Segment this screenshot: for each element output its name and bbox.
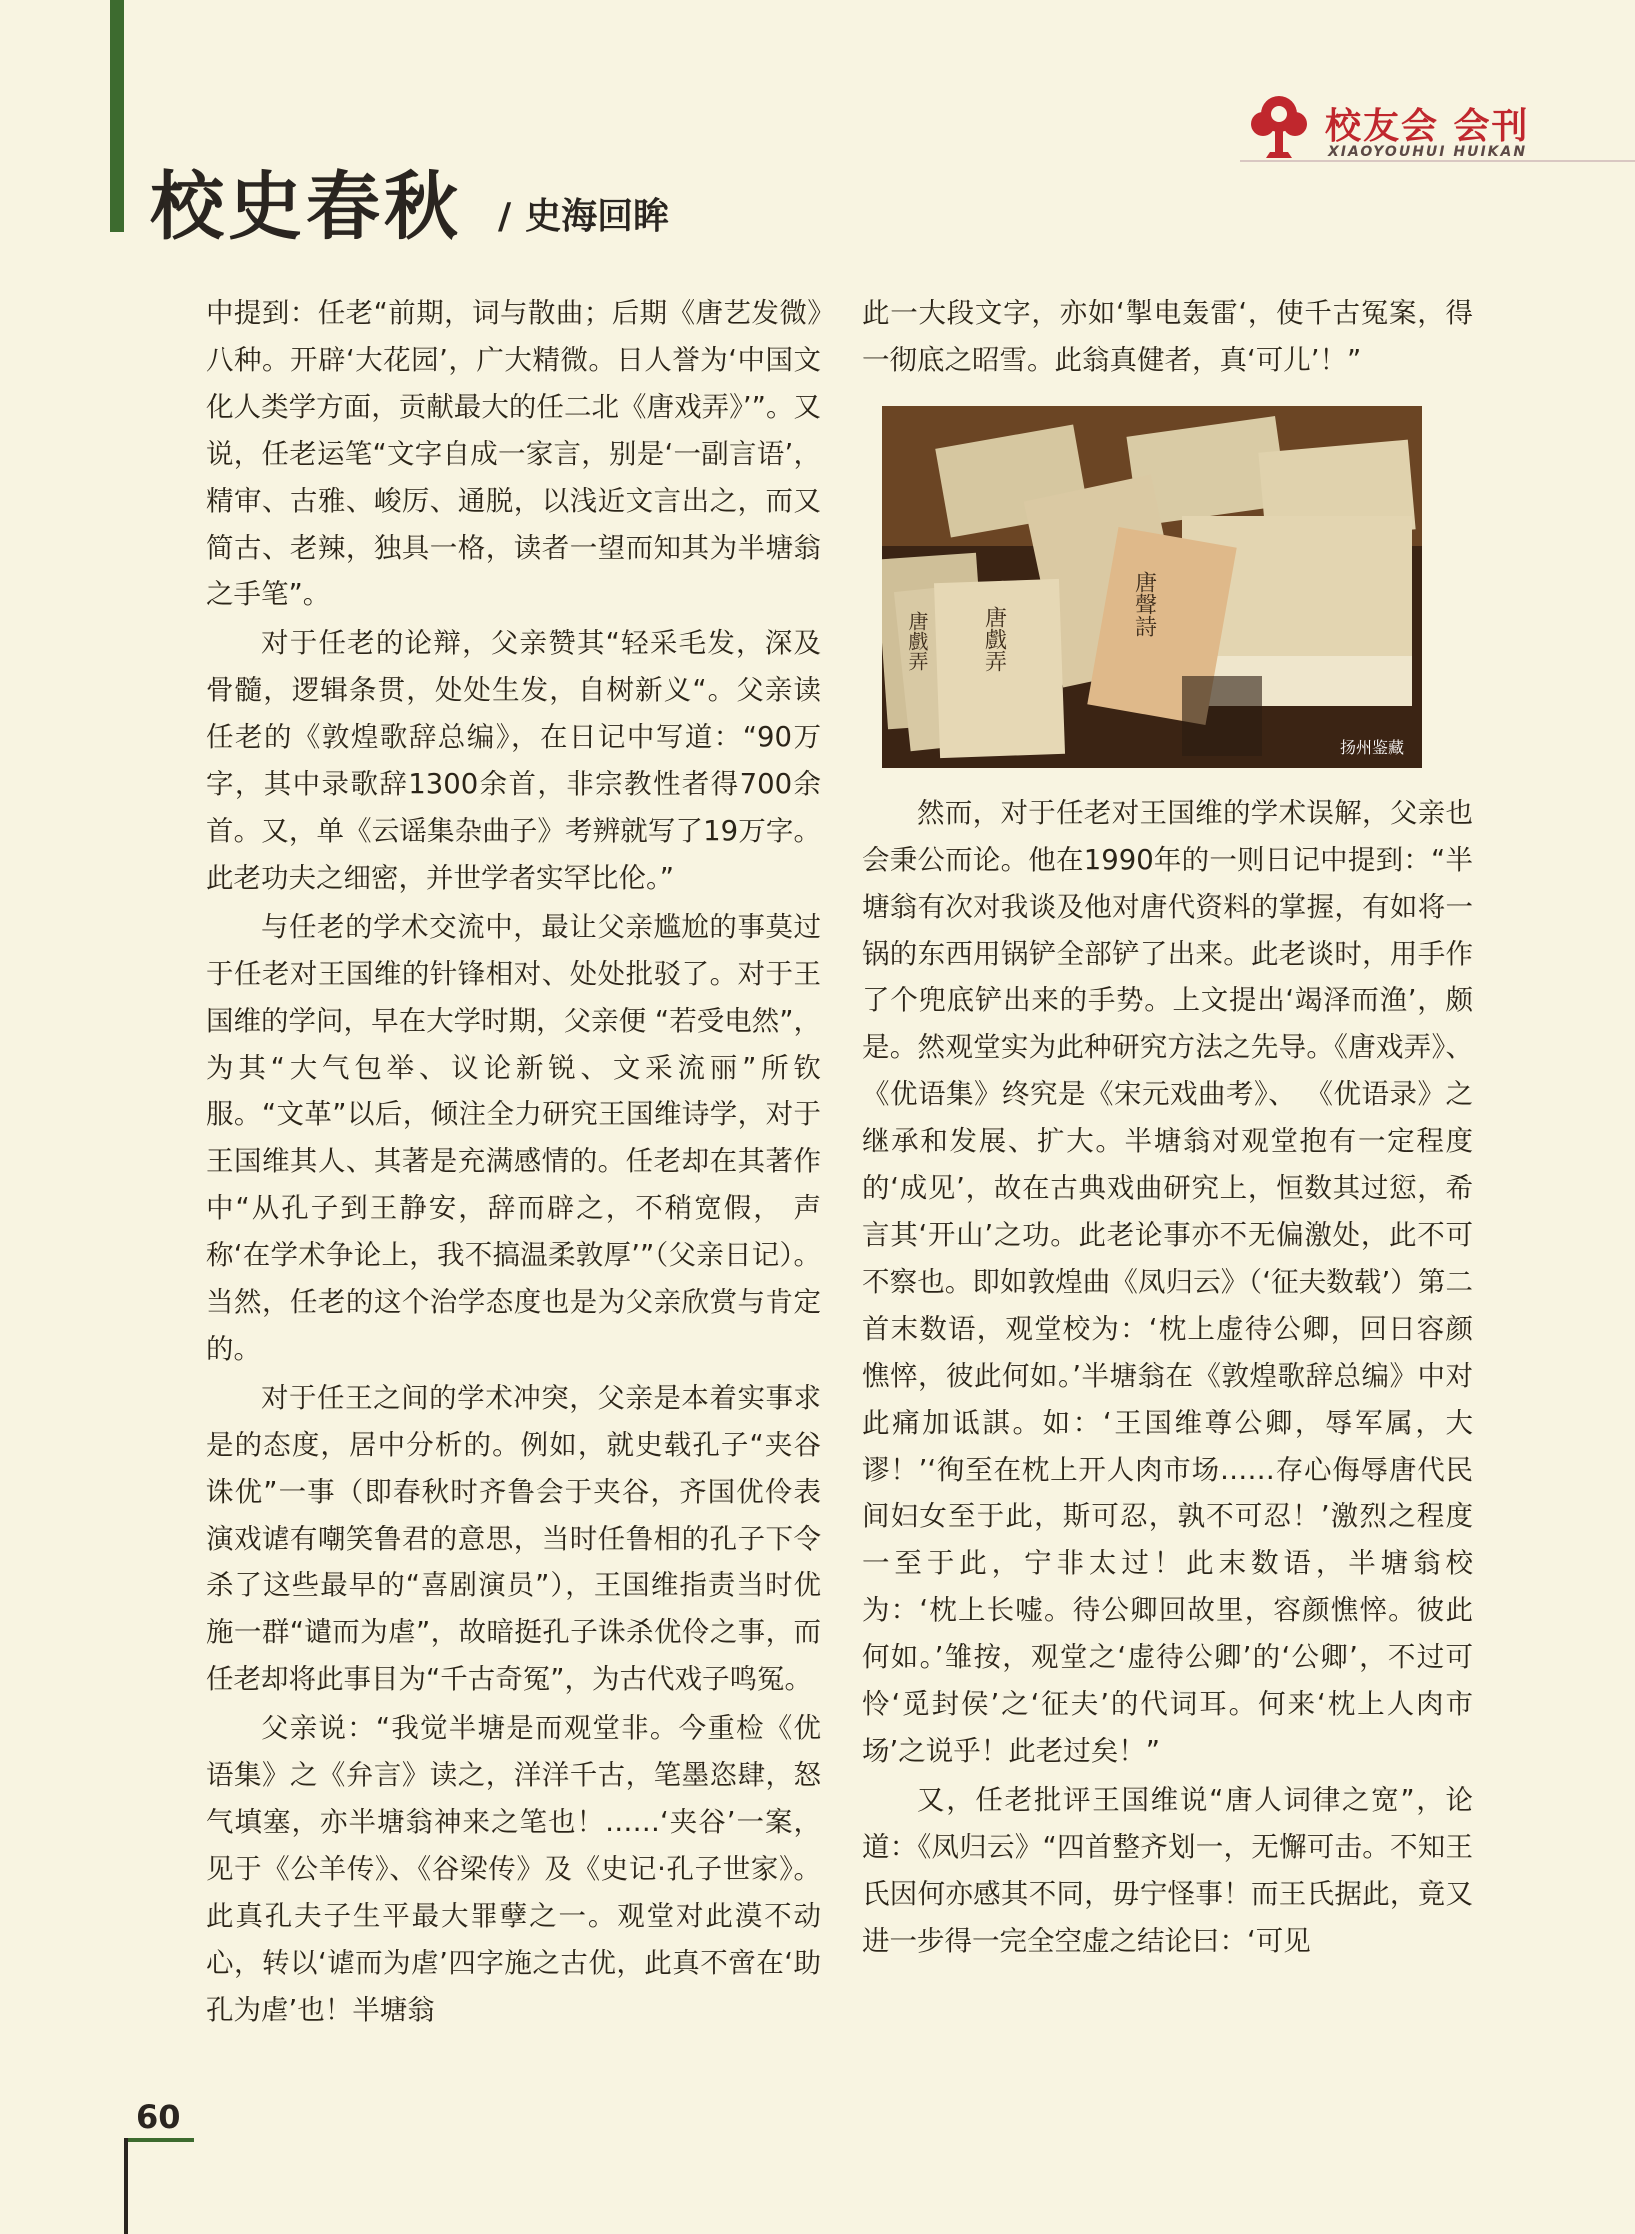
paragraph: 又，任老批评王国维说“唐人词律之宽”，论道：《凤归云》“四首整齐划一，无懈可击。不知王氏因何亦感其不同，毋宁怪事！而王氏据此，竟又进一步得一完全空虚之结论曰：‘可见: [862, 1783, 1473, 1957]
footer-bar: [124, 2138, 194, 2142]
books-photo-illustration: [882, 406, 1422, 768]
paragraph: 此一大段文字，亦如‘掣电轰雷‘，使千古冤案，得一彻底之昭雪。此翁真健者，真‘可儿’！”: [862, 297, 1473, 376]
footer-line: [124, 2138, 128, 2234]
brand-name: 校友会 会刊: [1325, 106, 1530, 147]
book-title: 唐戲弄: [981, 605, 1007, 672]
paragraph: 与任老的学术交流中，最让父亲尴尬的事莫过于任老对王国维的针锋相对、处处批驳了。对于王国维的学问，早在大学时期，父亲便 “若受电然”，为其“大气包举、议论新锐、文采流丽”所钦服。“文革”以后，倾注全力研究王国维诗学，对于王国维其人、其著是充满感情的。任老却在其著作中“从孔子到王静安，辞而辟之，不稍宽假， 声称‘在学术争论上，我不搞温柔敦厚’”（父亲日记）。当然，任老的这个治学态度也是为父亲欣赏与肯定的。: [206, 910, 821, 1365]
right-column: [862, 290, 1473, 1966]
header-rule: [1240, 160, 1635, 162]
photo-watermark: 扬州鉴藏: [1339, 737, 1404, 757]
paragraph: 父亲说：“我觉半塘是而观堂非。今重检《优语集》之《弁言》读之，洋洋千古，笔墨恣肆，怒气填塞，亦半塘翁神来之笔也！……‘夹谷’一案，见于《公羊传》、《谷梁传》及《史记·孔子世家》。此真孔夫子生平最大罪孽之一。观堂对此漠不动心，转以‘谑而为虐’四字施之古优，此真不啻在‘助孔为虐’也！半塘翁: [206, 1712, 821, 2026]
section-title: 校史春秋: [150, 164, 462, 250]
paragraph: 对于任老的论辩，父亲赞其“轻采毛发，深及骨髓，逻辑条贯，处处生发，自树新义“。父亲读任老的《敦煌歌辞总编》，在日记中写道：“90万字，其中录歌辞1300余首，非宗教性者得700余首。又，单《云谣集杂曲子》考辨就写了19万字。此老功夫之细密，并世学者实罕比伦。”: [206, 627, 821, 894]
paragraph: 中提到：任老“前期，词与散曲；后期《唐艺发微》八种。开辟‘大花园’，广大精微。日人誉为‘中国文化人类学方面，贡献最大的任二北《唐戏弄》’”。又说，任老运笔“文字自成一家言，别是‘一副言语’，精审、古雅、峻厉、通脱，以浅近文言出之，而又简古、老辣，独具一格，读者一望而知其为半塘翁之手笔”。: [206, 297, 821, 611]
section-subtitle: / 史海回眸: [498, 196, 670, 237]
book-title: 唐戲弄: [905, 610, 929, 671]
subtitle-text: 史海回眸: [525, 196, 670, 237]
alumni-logo-icon: [1248, 92, 1310, 162]
paragraph: 然而，对于任老对王国维的学术误解，父亲也会秉公而论。他在1990年的一则日记中提到：“半塘翁有次对我谈及他对唐代资料的掌握，有如将一锅的东西用锅铲全部铲了出来。此老谈时，用手作了个兜底铲出来的手势。上文提出‘竭泽而渔’，颇是。然观堂实为此种研究方法之先导。《唐戏弄》、《优语集》终究是《宋元戏曲考》、 《优语录》之继承和发展、扩大。半塘翁对观堂抱有一定程度的‘成见’，故在古典戏曲研究上，恒数其过愆，希言其‘开山’之功。此老论事亦不无偏激处，此不可不察也。即如敦煌曲《凤归云》（‘征夫数载’）第二首末数语，观堂校为：‘枕上虚待公卿，回日容颜憔悴，彼此何如。’半塘翁在《敦煌歌辞总编》中对此痛加诋諆。如：‘王国维尊公卿，辱军属，大谬！’‘徇至在枕上开人肉市场……存心侮辱唐代民间妇女至于此，斯可忍，孰不可忍！’激烈之程度一至于此，宁非太过！此末数语，半塘翁校为：‘枕上长嘘。待公卿回故里，容颜憔悴。彼此何如。’雏按，观堂之‘虚待公卿’的‘公卿’，不过可怜‘觅封侯’之‘征夫’的代词耳。何来‘枕上人肉市场’之说乎！此老过矣！”: [862, 796, 1473, 1767]
brand-pinyin: XIAOYOUHUI HUIKAN: [1328, 144, 1528, 160]
left-accent-bar: [110, 0, 124, 232]
paragraph: 对于任王之间的学术冲突，父亲是本着实事求是的态度，居中分析的。例如，就史载孔子“夹谷诛优”一事（即春秋时齐鲁会于夹谷，齐国优伶表演戏谑有嘲笑鲁君的意思，当时任鲁相的孔子下令杀了这些最早的“喜剧演员”），王国维指责当时优施一群“谴而为虐”，故暗挺孔子诛杀优伶之事，而任老却将此事目为“千古奇冤”，为古代戏子鸣冤。: [206, 1381, 821, 1696]
books-photo: [882, 406, 1422, 768]
page-number: 60: [136, 2098, 181, 2136]
book-title: 唐聲詩: [1131, 570, 1157, 637]
left-column: [206, 290, 821, 2036]
